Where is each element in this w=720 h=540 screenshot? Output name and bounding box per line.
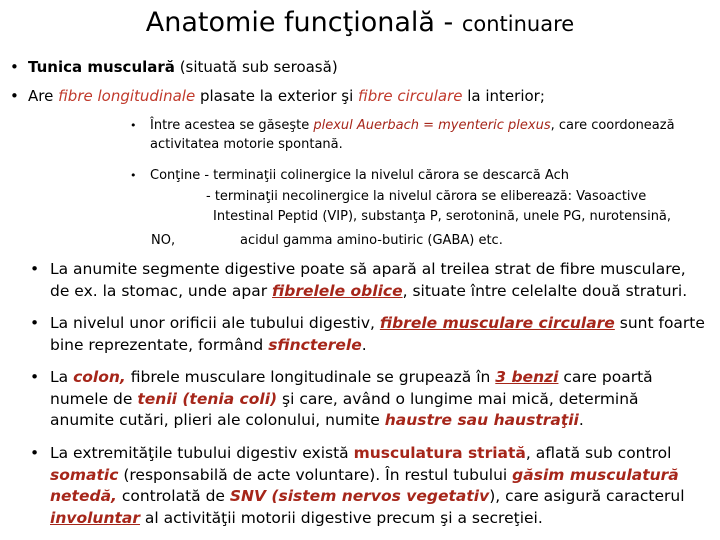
bullet-text: acidul gamma amino-butiric (GABA) etc.: [240, 233, 503, 248]
bullet-text: Intestinal Peptid (VIP), substanţa P, serotonină, unele PG, nurotensină,: [213, 209, 672, 224]
highlight-gasim-musculatura: găsim musculatură: [512, 465, 679, 484]
highlight-neteda: netedă,: [50, 487, 117, 505]
highlight-tenii: tenii (tenia coli): [137, 389, 278, 408]
bullet-dot: •: [30, 314, 40, 332]
slide-title: [0, 6, 720, 41]
sub-bullet-contine-line3: [213, 207, 671, 226]
bullet-text: (situată sub seroasă): [174, 58, 338, 76]
highlight-fibrele-musculare-circulare: fibrele musculare circulare: [379, 314, 615, 332]
bullet-text: care poartă: [558, 368, 653, 386]
bullet-orificii: [30, 313, 705, 356]
bullet-text: sunt foarte: [614, 314, 705, 332]
bullet-extremitati: [30, 443, 685, 529]
bullet-text: controlată de: [116, 487, 230, 505]
bullet-dot: •: [10, 58, 19, 76]
title-sub: continuare: [461, 12, 575, 36]
highlight-fibre-longitudinale: fibre longitudinale: [58, 87, 196, 105]
bullet-text: fibrele musculare longitudinale se grupează în: [125, 368, 496, 386]
bullet-text: .: [361, 335, 367, 354]
highlight-fibrele-oblice: fibrelele oblice: [272, 281, 403, 300]
bullet-bold: Tunica musculară: [28, 58, 175, 76]
bullet-text: al activităţii motorii digestive precum şi a secreţiei.: [140, 508, 543, 527]
sub-bullet-contine-line2: [206, 187, 646, 206]
highlight-fibre-circulare: fibre circulare: [358, 87, 463, 105]
bullet-al-treilea-strat: [30, 259, 688, 302]
bullet-text: , situate între celelalte două straturi.: [402, 281, 688, 300]
highlight-sfincterele: sfincterele: [268, 335, 362, 354]
sub-bullet-contine: [130, 166, 569, 185]
bullet-dot: •: [30, 444, 40, 462]
bullet-text: anumite cutări, plieri ale colonului, numite: [50, 411, 385, 429]
highlight-somatic: somatic: [50, 465, 119, 484]
bullet-text: Are: [28, 87, 59, 105]
bullet-text: - terminaţii necolinergice la nivelul cărora se eliberează: Vasoactive: [206, 189, 647, 204]
bullet-dot: •: [130, 169, 137, 182]
sub-bullet-contine-line4a: [151, 231, 175, 250]
bullet-text: (responsabilă de acte voluntare). În restul tubului: [118, 465, 513, 484]
bullet-text: NO,: [151, 233, 176, 248]
highlight-3-benzi: 3 benzi: [495, 368, 559, 386]
highlight-colon: colon,: [73, 368, 126, 386]
bullet-dot: •: [30, 368, 40, 386]
bullet-text: de ex. la stomac, unde apar: [50, 281, 273, 300]
bullet-text: bine reprezentate, formând: [50, 335, 269, 354]
bullet-tunica-musculara: [10, 57, 338, 78]
bullet-text: .: [578, 411, 584, 429]
bullet-text: , care coordonează: [550, 118, 675, 133]
bullet-text: Conţine - terminaţii colinergice la nivelul cărora se descarcă Ach: [150, 168, 569, 183]
highlight-musculatura-striata: musculatura striată: [353, 444, 526, 462]
sub-bullet-contine-line4b: [240, 231, 503, 250]
sub-bullet-plexul: [130, 116, 675, 154]
highlight-involuntar: involuntar: [50, 508, 140, 527]
bullet-text: Între acestea se găseşte: [150, 118, 314, 133]
bullet-text: şi care, având o lungime mai mică, determină: [277, 389, 639, 408]
bullet-colon: [30, 367, 653, 432]
bullet-text: activitatea motorie spontană.: [150, 137, 343, 152]
highlight-snv: SNV (sistem nervos vegetativ: [229, 487, 490, 505]
title-main: Anatomie funcţională -: [145, 7, 462, 38]
highlight-plexul-auerbach: plexul Auerbach = myenteric plexus: [313, 118, 551, 133]
bullet-text: La extremităţile tubului digestiv există: [50, 444, 354, 462]
bullet-fibre: [10, 86, 545, 107]
bullet-dot: •: [10, 87, 19, 105]
bullet-text: ), care asigură caracterul: [489, 487, 685, 505]
bullet-text: plasate la exterior şi: [195, 87, 359, 105]
bullet-text: numele de: [50, 389, 138, 408]
bullet-dot: •: [130, 119, 137, 132]
bullet-text: La nivelul unor orificii ale tubului digestiv,: [50, 314, 380, 332]
bullet-text: , aflată sub control: [525, 444, 672, 462]
bullet-dot: •: [30, 260, 40, 278]
highlight-haustre: haustre sau haustraţii: [384, 411, 579, 429]
bullet-text: La: [50, 368, 74, 386]
bullet-text: La anumite segmente digestive poate să apară al treilea strat de fibre musculare,: [50, 260, 686, 278]
bullet-text: la interior;: [462, 87, 545, 105]
